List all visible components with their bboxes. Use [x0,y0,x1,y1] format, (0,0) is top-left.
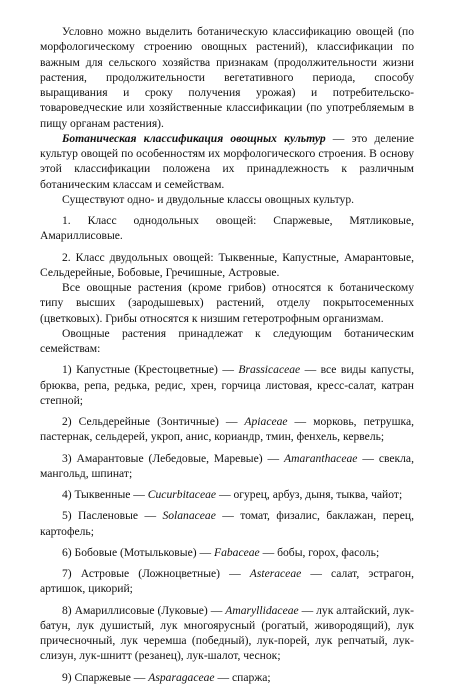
family-name: 6) Бобовые (Мотыльковые) — [62,545,214,559]
family-members: — бобы, горох, фасоль; [259,545,380,559]
paragraph-families-intro: Овощные растения принадлежат к следующим ботаническим семействам: [40,326,414,355]
family-members: — лук алтайский, лук-батун, лук душистый, лук многоярусный (рогатый, живородящий), лук причесночный, лук черемша (победный), лук-порей, лук репчатый, лук-слизун, лук-шнитт (резанец), лук-шалот, чеснок; [40,603,414,663]
paragraph-botanical-classification [40,131,414,192]
botanical-classification-text: — это деление культур овощей по особенностям их морфологического строения. В основу этой классификации положена их принадлежность к различным ботаническим классам и семействам. [40,131,414,191]
family-latin-name: Asteraceae [249,567,302,580]
family-members: — огурец, арбуз, дыня, тыква, чайот; [216,488,403,501]
family-item [40,487,414,502]
family-name: 3) Амарантовые (Лебедовые, Маревые) — [62,451,284,465]
family-item [40,603,414,664]
family-members: — морковь, петрушка, пастернак, сельдерей, укроп, анис, кориандр, тмин, фенхель, кервель; [40,415,414,444]
botanical-classification-heading: Ботаническая классификация овощных культур [62,131,326,145]
family-item [40,508,414,539]
family-name: 8) Амариллисовые (Луковые) — [62,603,226,617]
family-latin-name: Solanaceae [162,509,216,523]
paragraph-intro: Условно можно выделить ботаническую классификацию овощей (по морфологическому строению овощных растений), классификации по важным для сельского хозяйства признакам (продолжительности жизни растения, продолжительности вегетативного периода, способу выращивания и сроку получения урожая) и потребительско-товароведческие или хозяйственные классификации (по употребляемым в пищу органам растения). [40,25,414,130]
family-item [40,451,414,482]
family-item [40,545,414,560]
document-page [40,24,414,685]
family-latin-name: Fabaceae [213,545,260,559]
family-name: 2) Сельдерейные (Зонтичные) — [62,415,245,428]
family-latin-name: Cucurbitaceae [147,488,217,501]
family-item [40,362,414,408]
family-item [40,670,414,685]
paragraph-dicot-class: 2. Класс двудольных овощей: Тыквенные, Капустные, Амарантовые, Сельдерейные, Бобовые, Гречишные, Астровые. [40,250,414,279]
family-members: — все виды капусты, брюква, репа, редька, редис, хрен, горчица листовая, кресс-салат, катран степной; [40,363,415,407]
family-members: — свекла, мангольд, шпинат; [40,451,414,480]
family-name: 9) Спаржевые — [62,670,149,684]
family-latin-name: Apiaceae [244,415,288,428]
paragraph-monocot-class: 1. Класс однодольных овощей: Спаржевые, Мятликовые, Амариллисовые. [40,214,414,243]
family-name: 5) Пасленовые — [62,509,163,523]
family-latin-name: Amaryllidaceae [225,603,299,617]
family-members: — спаржа; [214,670,271,684]
family-latin-name: Asparagaceae [148,670,215,684]
family-members: — салат, эстрагон, артишок, цикорий; [40,567,414,596]
family-members: — томат, физалис, баклажан, перец, картофель; [40,509,414,538]
paragraph-classes: Существуют одно- и двудольные классы овощных культур. [62,192,355,206]
family-item [40,414,414,445]
family-item [40,566,414,597]
paragraph-plant-type: Все овощные растения (кроме грибов) относятся к ботаническому типу высших (зародышевых) растений, отделу покрытосеменных (цветковых). Грибы относятся к низшим гетеротрофным организмам. [40,281,414,325]
family-name: 4) Тыквенные — [62,488,148,501]
family-latin-name: Brassicaceae [238,363,301,377]
family-name: 7) Астровые (Ложноцветные) — [62,567,250,580]
family-name: 1) Капустные (Крестоцветные) — [62,363,239,377]
family-latin-name: Amaranthaceae [284,451,358,465]
